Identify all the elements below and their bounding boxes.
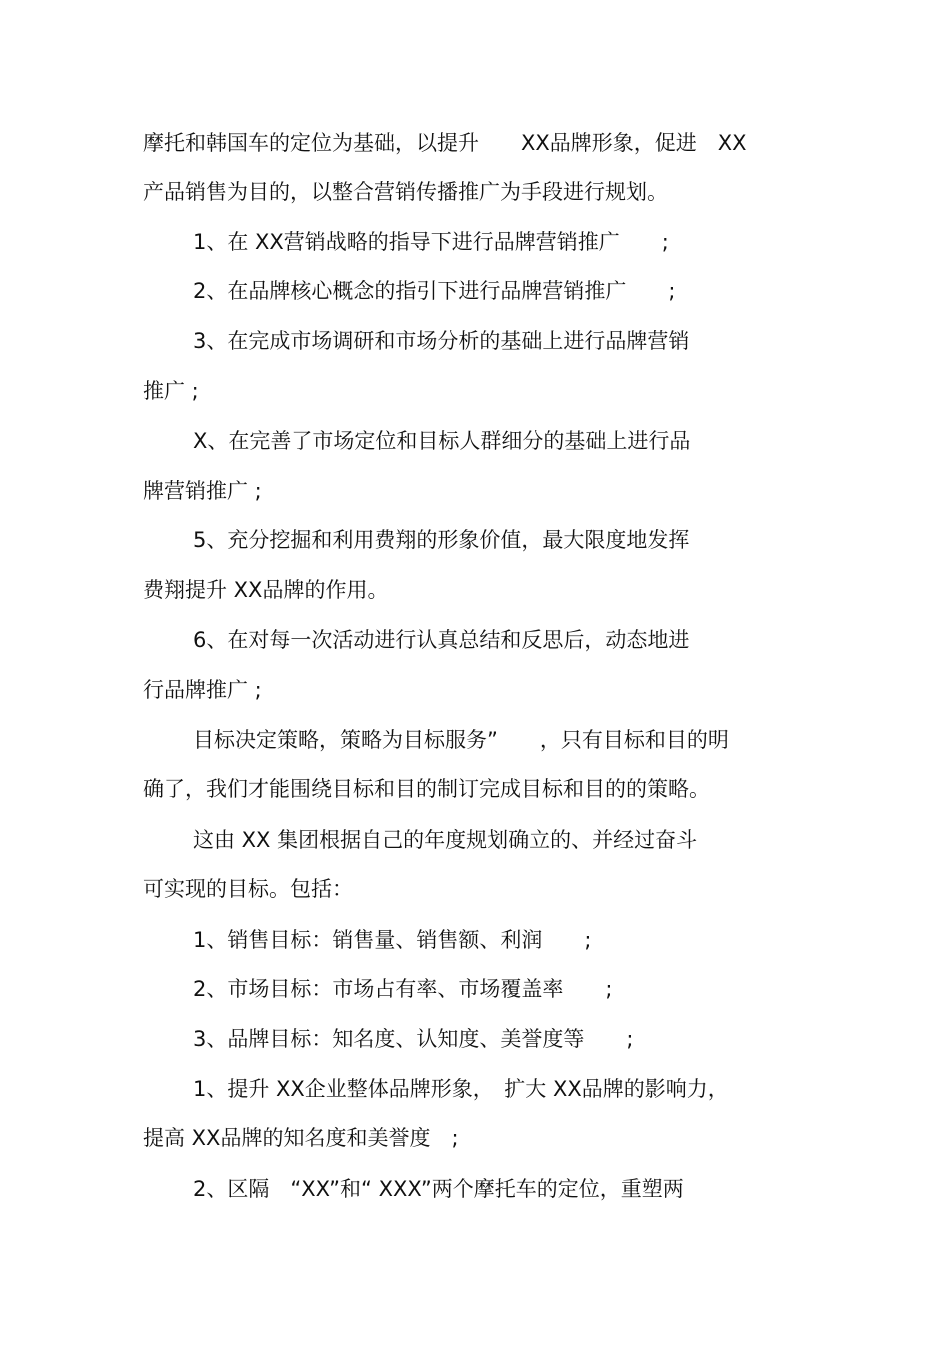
text-line-21: 提高 XX品牌的知名度和美誉度 ; [143,1126,459,1150]
text-line-12: 行品牌推广 ; [143,678,262,702]
text-line-6: 推广 ; [143,379,199,403]
text-line-20: 1、提升 XX企业整体品牌形象， 扩大 XX品牌的影响力， [193,1077,729,1101]
text-line-11: 6、在对每一次活动进行认真总结和反思后，动态地进 [193,628,690,652]
text-line-7: X、在完善了市场定位和目标人群细分的基础上进行品 [193,429,691,453]
text-line-17: 1、销售目标：销售量、销售额、利润 ; [193,928,592,952]
text-line-16: 可实现的目标。包括： [143,877,353,901]
text-line-18: 2、市场目标：市场占有率、市场覆盖率 ; [193,977,613,1001]
text-line-3: 1、在 XX营销战略的指导下进行品牌营销推广 ; [193,230,669,254]
text-line-1: 摩托和韩国车的定位为基础，以提升 XX品牌形象，促进 XX [143,131,747,155]
text-line-15: 这由 XX 集团根据自己的年度规划确立的、并经过奋斗 [193,828,698,852]
text-line-4: 2、在品牌核心概念的指引下进行品牌营销推广 ; [193,279,676,303]
text-line-22: 2、区隔 “XX”和“ XXX”两个摩托车的定位，重塑两 [193,1177,684,1201]
text-line-8: 牌营销推广 ; [143,479,262,503]
text-line-2: 产品销售为目的，以整合营销传播推广为手段进行规划。 [143,180,668,204]
text-line-19: 3、品牌目标：知名度、认知度、美誉度等 ; [193,1027,634,1051]
text-line-5: 3、在完成市场调研和市场分析的基础上进行品牌营销 [193,329,690,353]
text-line-9: 5、充分挖掘和利用费翔的形象价值，最大限度地发挥 [193,528,690,552]
text-line-13: 目标决定策略，策略为目标服务” ，只有目标和目的明 [193,728,729,752]
text-line-10: 费翔提升 XX品牌的作用。 [143,578,389,602]
text-line-14: 确了，我们才能围绕目标和目的制订完成目标和目的的策略。 [143,777,710,801]
